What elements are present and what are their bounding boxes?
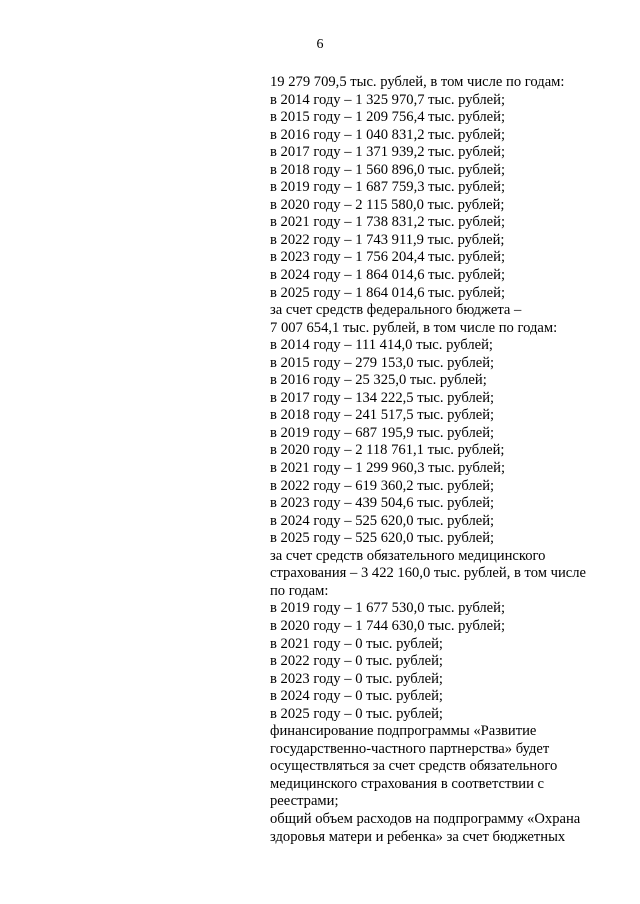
text-line: в 2019 году – 687 195,9 тыс. рублей; — [270, 424, 495, 441]
text-line: в 2014 году – 1 325 970,7 тыс. рублей; — [270, 91, 506, 108]
text-line: в 2014 году – 111 414,0 тыс. рублей; — [270, 337, 493, 354]
text-line: осуществляться за счет средств обязательного — [270, 758, 558, 775]
text-line: в 2021 году – 1 738 831,2 тыс. рублей; — [270, 214, 506, 231]
text-line: в 2022 году – 1 743 911,9 тыс. рублей; — [270, 231, 505, 248]
text-line: страхования – 3 422 160,0 тыс. рублей, в том числе — [270, 565, 587, 582]
text-line: 7 007 654,1 тыс. рублей, в том числе по годам: — [270, 319, 558, 336]
text-line: общий объем расходов на подпрограмму «Охрана — [270, 810, 581, 827]
text-line: в 2015 году – 279 153,0 тыс. рублей; — [270, 354, 495, 371]
text-line: здоровья матери и ребенка» за счет бюджетных — [270, 828, 566, 845]
text-line: в 2016 году – 25 325,0 тыс. рублей; — [270, 372, 487, 389]
text-line: в 2016 году – 1 040 831,2 тыс. рублей; — [270, 126, 506, 143]
document-body-text — [270, 74, 610, 846]
text-line: в 2023 году – 439 504,6 тыс. рублей; — [270, 495, 495, 512]
text-line: в 2024 году – 0 тыс. рублей; — [270, 688, 443, 705]
text-line: в 2023 году – 0 тыс. рублей; — [270, 670, 443, 687]
text-line: в 2022 году – 0 тыс. рублей; — [270, 653, 443, 670]
text-line: в 2018 году – 241 517,5 тыс. рублей; — [270, 407, 495, 424]
text-line: в 2025 году – 1 864 014,6 тыс. рублей; — [270, 284, 506, 301]
text-line: в 2024 году – 1 864 014,6 тыс. рублей; — [270, 267, 506, 284]
text-line: в 2017 году – 134 222,5 тыс. рублей; — [270, 389, 495, 406]
text-line: в 2017 году – 1 371 939,2 тыс. рублей; — [270, 144, 506, 161]
text-line: за счет средств федерального бюджета – — [270, 302, 522, 319]
text-line: в 2021 году – 1 299 960,3 тыс. рублей; — [270, 460, 506, 477]
text-line: в 2018 году – 1 560 896,0 тыс. рублей; — [270, 161, 506, 178]
text-line: в 2025 году – 525 620,0 тыс. рублей; — [270, 530, 495, 547]
text-line: в 2020 году – 2 118 761,1 тыс. рублей; — [270, 442, 505, 459]
page-number: 6 — [316, 37, 324, 52]
text-line: 19 279 709,5 тыс. рублей, в том числе по годам: — [270, 74, 565, 90]
text-line: в 2024 году – 525 620,0 тыс. рублей; — [270, 512, 495, 529]
text-line: в 2020 году – 2 115 580,0 тыс. рублей; — [270, 196, 505, 213]
text-line: в 2021 году – 0 тыс. рублей; — [270, 635, 443, 652]
text-line: в 2015 году – 1 209 756,4 тыс. рублей; — [270, 109, 506, 126]
text-line: в 2025 году – 0 тыс. рублей; — [270, 705, 443, 722]
text-line: реестрами; — [270, 793, 339, 810]
text-line: медицинского страхования в соответствии с — [270, 775, 545, 792]
text-line: государственно-частного партнерства» будет — [270, 740, 550, 757]
text-line: в 2023 году – 1 756 204,4 тыс. рублей; — [270, 249, 506, 266]
text-line: в 2019 году – 1 677 530,0 тыс. рублей; — [270, 600, 506, 617]
text-line: финансирование подпрограммы «Развитие — [270, 723, 537, 740]
text-line: по годам: — [270, 582, 329, 599]
text-line: за счет средств обязательного медицинского — [270, 547, 546, 564]
text-line: в 2022 году – 619 360,2 тыс. рублей; — [270, 477, 495, 494]
text-line: в 2020 году – 1 744 630,0 тыс. рублей; — [270, 617, 506, 634]
text-line: в 2019 году – 1 687 759,3 тыс. рублей; — [270, 179, 506, 196]
